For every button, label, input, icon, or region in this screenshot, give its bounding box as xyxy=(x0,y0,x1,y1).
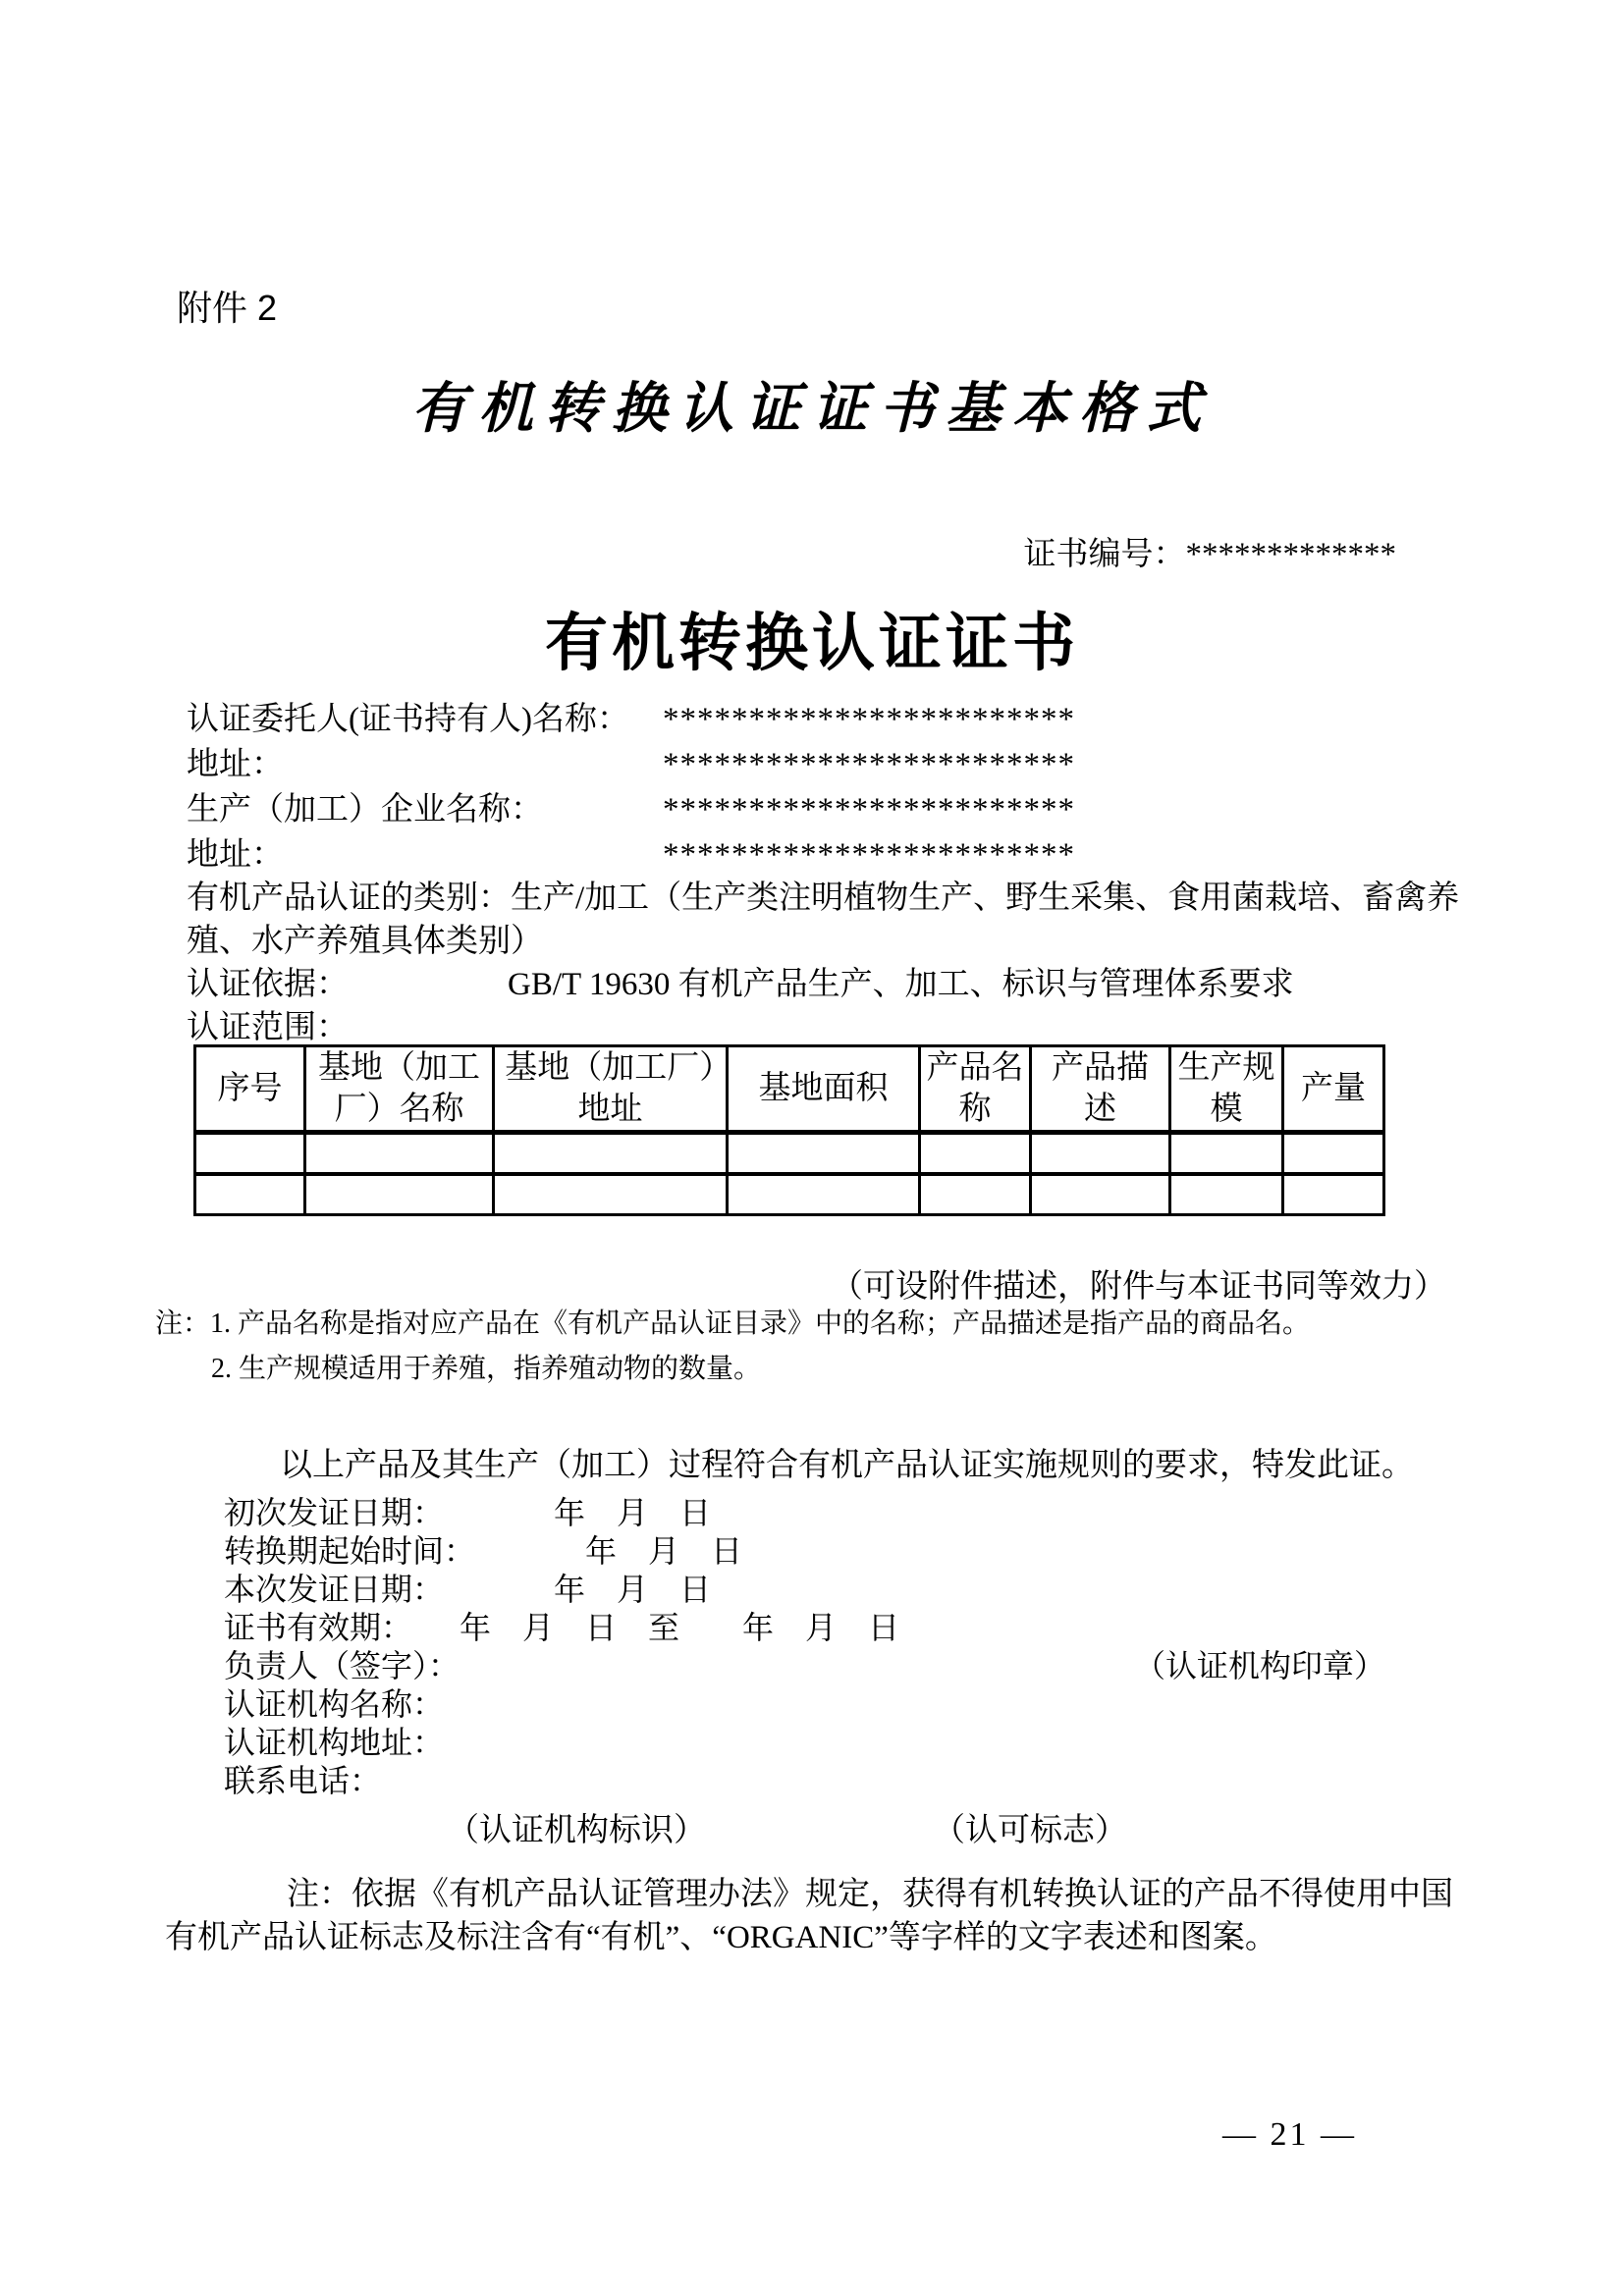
validity-period-line: 证书有效期： 年 月 日 至 年 月 日 xyxy=(224,1610,900,1645)
field-label: 地址： xyxy=(187,747,284,782)
table-header-row xyxy=(195,1046,1384,1133)
table-row xyxy=(195,1133,1384,1174)
table-cell xyxy=(728,1133,920,1174)
table-cell xyxy=(494,1174,728,1215)
contact-phone-line: 联系电话： xyxy=(224,1763,382,1798)
conversion-start-line: 转换期起始时间： 年 月 日 xyxy=(224,1533,743,1569)
table-cell xyxy=(920,1174,1031,1215)
page-number: — 21 — xyxy=(1222,2116,1357,2153)
certificate-number-line xyxy=(1024,528,1397,574)
certifier-seal-note: （认证机构印章） xyxy=(1134,1648,1386,1683)
footnote-1: 注：1. 产品名称是指对应产品在《有机产品认证目录》中的名称；产品描述是指产品的商品名。 xyxy=(155,1308,1311,1339)
attachment-equivalence-note: （可设附件描述，附件与本证书同等效力） xyxy=(831,1269,1446,1305)
header-base-area: 基地面积 xyxy=(728,1046,920,1133)
field-label: 认证委托人(证书持有人)名称： xyxy=(187,702,629,737)
header-production-scale: 生产规模 xyxy=(1170,1046,1283,1133)
table-cell xyxy=(195,1133,305,1174)
table-cell xyxy=(728,1174,920,1215)
field-value: ************************ xyxy=(663,837,1075,873)
field-label: 地址： xyxy=(187,837,284,873)
attachment-label: 附件 2 xyxy=(177,288,278,328)
table-cell xyxy=(305,1133,494,1174)
current-issue-date-line: 本次发证日期： 年 月 日 xyxy=(224,1572,712,1607)
basis-label: 认证依据： xyxy=(187,967,349,1002)
table-cell xyxy=(305,1174,494,1215)
basis-value: GB/T 19630 有机产品生产、加工、标识与管理体系要求 xyxy=(508,967,1294,1002)
certification-statement: 以上产品及其生产（加工）过程符合有机产品认证实施规则的要求，特发此证。 xyxy=(280,1448,1414,1483)
field-value: ************************ xyxy=(663,702,1075,737)
certificate-number-value: ************* xyxy=(1185,537,1396,572)
regulation-note: 注：依据《有机产品认证管理办法》规定，获得有机转换认证的产品不得使用中国有机产品认证标志及标注含有“有机”、“ORGANIC”等字样的文字表述和图案。 xyxy=(165,1877,1453,1955)
header-output: 产量 xyxy=(1283,1046,1384,1133)
table-cell xyxy=(1031,1133,1170,1174)
certification-category-line: 有机产品认证的类别：生产/加工（生产类注明植物生产、野生采集、食用菌栽培、畜禽养殖、水产养殖具体类别） xyxy=(187,881,1460,959)
table-cell xyxy=(1283,1133,1384,1174)
certification-scope-table xyxy=(193,1044,1385,1216)
signature-line: 负责人（签字）： xyxy=(224,1648,460,1683)
certification-basis-line xyxy=(187,963,1294,1006)
field-label: 生产（加工）企业名称： xyxy=(187,792,543,828)
accreditation-mark-placeholder: （认可标志） xyxy=(933,1813,1127,1848)
certification-scope-label: 认证范围： xyxy=(187,1010,349,1045)
field-row-applicant xyxy=(187,697,1075,742)
table-cell xyxy=(195,1174,305,1215)
header-serial-number: 序号 xyxy=(195,1046,305,1133)
table-cell xyxy=(1031,1174,1170,1215)
field-value: ************************ xyxy=(663,792,1075,828)
header-base-address: 基地（加工厂）地址 xyxy=(494,1046,728,1133)
header-base-name: 基地（加工厂）名称 xyxy=(305,1046,494,1133)
table-cell xyxy=(1283,1174,1384,1215)
page-title: 有机转换认证证书 xyxy=(545,608,1079,678)
table-row xyxy=(195,1174,1384,1215)
certificate-number-label: 证书编号： xyxy=(1023,537,1186,572)
header-product-description: 产品描述 xyxy=(1031,1046,1170,1133)
footnote-2: 2. 生产规模适用于养殖，指养殖动物的数量。 xyxy=(211,1354,762,1384)
field-row-producer-address xyxy=(187,832,1075,878)
field-row-producer xyxy=(187,787,1075,832)
field-value: ************************ xyxy=(663,747,1075,782)
table-cell xyxy=(1170,1133,1283,1174)
calligraphy-title: 有机转换认证证书基本格式 xyxy=(411,379,1213,440)
certifier-logo-placeholder: （认证机构标识） xyxy=(447,1813,706,1848)
table-cell xyxy=(1170,1174,1283,1215)
certificate-fields xyxy=(187,697,1075,878)
certifier-address-line: 认证机构地址： xyxy=(224,1725,445,1760)
field-row-applicant-address xyxy=(187,742,1075,787)
first-issue-date-line: 初次发证日期： 年 月 日 xyxy=(224,1495,712,1530)
issue-info-block xyxy=(224,1494,1386,1800)
table-cell xyxy=(920,1133,1031,1174)
header-product-name: 产品名称 xyxy=(920,1046,1031,1133)
table-cell xyxy=(494,1133,728,1174)
certifier-name-line: 认证机构名称： xyxy=(224,1686,445,1722)
